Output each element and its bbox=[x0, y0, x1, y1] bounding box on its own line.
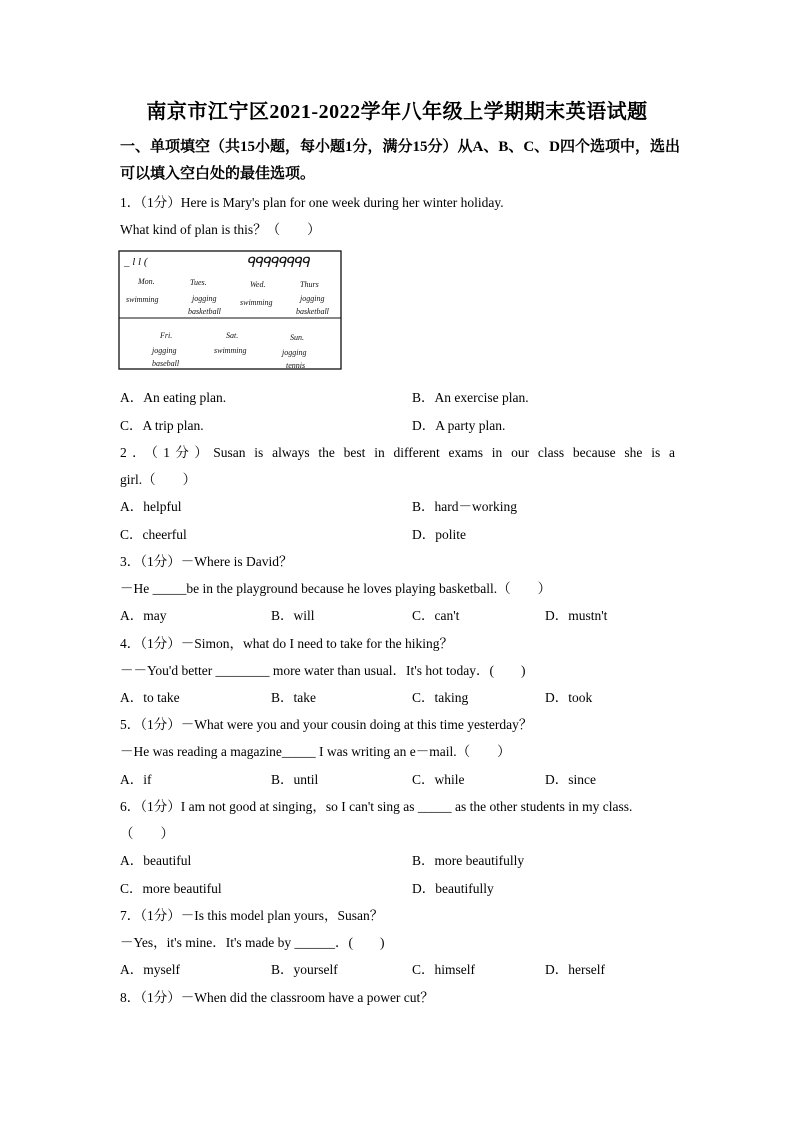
day-label-tues: Tues. bbox=[190, 278, 207, 287]
question-3-line-2: －He _____be in the playground because he loves playing basketball.（ ） bbox=[120, 581, 552, 596]
option-c[interactable]: C．himself bbox=[412, 962, 475, 977]
option-d[interactable]: D．A party plan. bbox=[412, 418, 506, 433]
question-6-stem bbox=[120, 795, 632, 815]
option-c[interactable]: C．cheerful bbox=[120, 527, 187, 542]
question-number: 7． bbox=[120, 908, 141, 923]
option-a[interactable]: A．An eating plan. bbox=[120, 390, 227, 405]
option-b[interactable]: B．An exercise plan. bbox=[412, 390, 529, 405]
question-5-stem bbox=[120, 713, 532, 733]
question-2-line-2: girl.（ ） bbox=[120, 472, 197, 487]
figure-top-marks: _ l l ( bbox=[124, 256, 148, 268]
option-a[interactable]: A．if bbox=[120, 772, 152, 787]
section-heading-line-2: 可以填入空白处的最佳选项。 bbox=[120, 166, 316, 182]
option-b[interactable]: B．hard－working bbox=[412, 499, 517, 514]
option-d[interactable]: D．beautifully bbox=[412, 881, 494, 896]
activity-thurs-1: jogging bbox=[300, 294, 325, 303]
calendar-rings: ᑫᑫᑫᑫᑫᑫᑫᑫ bbox=[246, 256, 309, 271]
activity-sun-2: tennis bbox=[286, 361, 306, 370]
page-title: 南京市江宁区2021-2022学年八年级上学期期末英语试题 bbox=[146, 101, 648, 123]
option-a[interactable]: A．may bbox=[120, 608, 167, 623]
option-a[interactable]: A．helpful bbox=[120, 499, 182, 514]
option-c[interactable]: C．can't bbox=[412, 608, 460, 623]
question-4-stem bbox=[120, 632, 453, 652]
option-b[interactable]: B．take bbox=[271, 690, 316, 705]
question-number: 6． bbox=[120, 799, 141, 814]
question-text: （1分）－Simon，what do I need to take for the hiking？ bbox=[140, 636, 453, 651]
day-label-wed: Wed. bbox=[250, 280, 266, 289]
question-number: 3． bbox=[120, 554, 141, 569]
option-c[interactable]: C．taking bbox=[412, 690, 469, 705]
option-d[interactable]: D．polite bbox=[412, 527, 466, 542]
option-d[interactable]: D．took bbox=[545, 690, 593, 705]
question-1-line-2: What kind of plan is this？（ ） bbox=[120, 222, 321, 237]
activity-fri-1: jogging bbox=[152, 346, 177, 355]
question-text: （1分）－What were you and your cousin doing at this time yesterday？ bbox=[140, 717, 533, 732]
question-text: （1分）－When did the classroom have a power cut？ bbox=[140, 990, 434, 1005]
option-b[interactable]: B．more beautifully bbox=[412, 853, 525, 868]
question-1-stem bbox=[120, 191, 504, 211]
question-3-stem bbox=[120, 550, 292, 570]
question-5-line-2: －He was reading a magazine_____ I was writing an e－mail.（ ） bbox=[120, 744, 511, 759]
option-a[interactable]: A．myself bbox=[120, 962, 180, 977]
question-8-stem bbox=[120, 986, 434, 1006]
question-4-line-2: －－You'd better ________ more water than usual．It's hot today．( ) bbox=[120, 663, 526, 678]
option-c[interactable]: C．while bbox=[412, 772, 465, 787]
day-label-mon: Mon. bbox=[138, 277, 155, 286]
activity-mon-1: swimming bbox=[126, 295, 159, 304]
weekly-plan-figure bbox=[118, 247, 342, 371]
option-b[interactable]: B．yourself bbox=[271, 962, 338, 977]
activity-sun-1: jogging bbox=[282, 348, 307, 357]
activity-wed-1: swimming bbox=[240, 298, 273, 307]
question-7-stem bbox=[120, 904, 383, 924]
activity-thurs-2: basketball bbox=[296, 307, 329, 316]
question-6-line-2: （ ） bbox=[120, 826, 174, 841]
day-label-sat: Sat. bbox=[226, 331, 239, 340]
question-number: 8． bbox=[120, 990, 141, 1005]
option-a[interactable]: A．beautiful bbox=[120, 853, 192, 868]
question-text: （1分）－Where is David？ bbox=[140, 554, 293, 569]
activity-tues-1: jogging bbox=[192, 294, 217, 303]
question-number: 4． bbox=[120, 636, 141, 651]
day-label-fri: Fri. bbox=[160, 331, 173, 340]
question-text: （1分）I am not good at singing，so I can't sing as _____ as the other students in my class. bbox=[140, 799, 633, 814]
option-b[interactable]: B．will bbox=[271, 608, 315, 623]
option-c[interactable]: C．A trip plan. bbox=[120, 418, 204, 433]
option-d[interactable]: D．since bbox=[545, 772, 596, 787]
question-text: （1分）Here is Mary's plan for one week during her winter holiday. bbox=[140, 195, 504, 210]
question-number: 5． bbox=[120, 717, 141, 732]
option-a[interactable]: A．to take bbox=[120, 690, 180, 705]
question-text: （1分）Susan is always the best in different exams in our class because she is a bbox=[151, 445, 676, 460]
question-7-line-2: －Yes，it's mine．It's made by ______．( ) bbox=[120, 935, 385, 950]
option-d[interactable]: D．mustn't bbox=[545, 608, 608, 623]
option-d[interactable]: D．herself bbox=[545, 962, 605, 977]
question-number: 2． bbox=[120, 445, 152, 460]
activity-fri-2: baseball bbox=[152, 359, 180, 368]
option-c[interactable]: C．more beautiful bbox=[120, 881, 222, 896]
question-text: （1分）－Is this model plan yours，Susan？ bbox=[140, 908, 384, 923]
day-label-sun: Sun. bbox=[290, 333, 304, 342]
activity-sat-1: swimming bbox=[214, 346, 247, 355]
option-b[interactable]: B．until bbox=[271, 772, 319, 787]
section-heading-line-1: 一、单项填空（共15小题，每小题1分，满分15分）从A、B、C、D四个选项中，选出 bbox=[120, 139, 681, 155]
day-label-thurs: Thurs bbox=[300, 280, 319, 289]
question-2-stem bbox=[120, 441, 675, 461]
question-number: 1． bbox=[120, 195, 141, 210]
activity-tues-2: basketball bbox=[188, 307, 221, 316]
